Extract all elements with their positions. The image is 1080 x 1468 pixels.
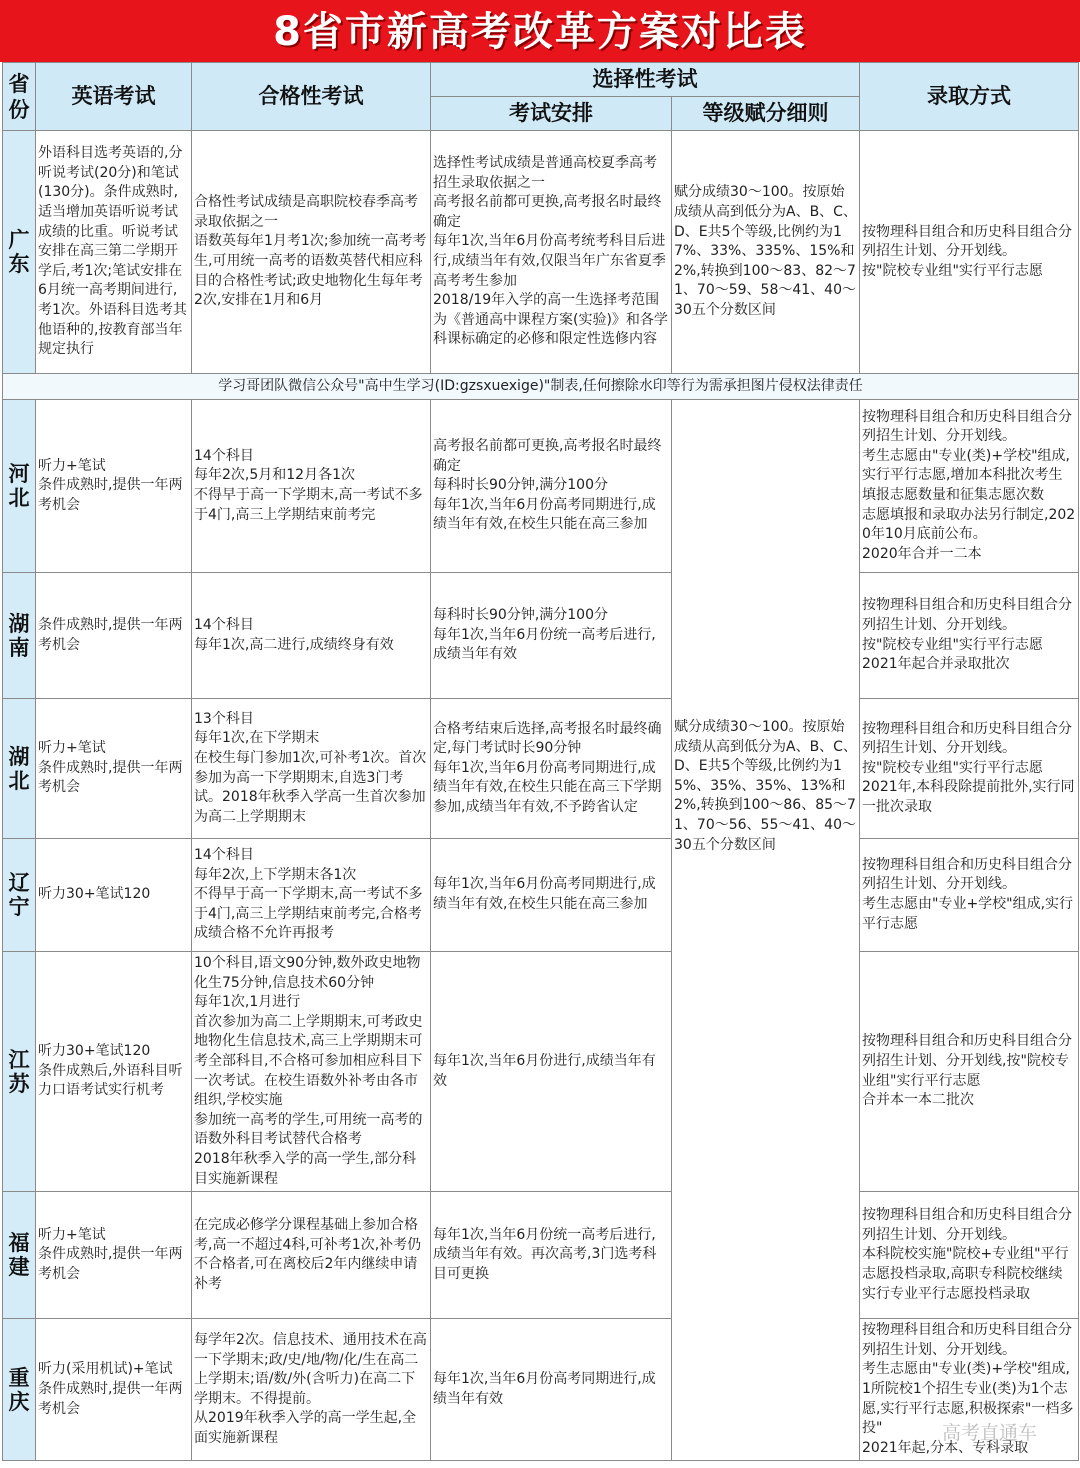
- english-cell: 听力(采用机试)+笔试 条件成熟时,提供一年两考机会: [36, 1319, 192, 1461]
- page-title: 8省市新高考改革方案对比表: [0, 0, 1080, 62]
- arrangement-cell: 高考报名前都可更换,高考报名时最终确定 每科时长90分钟,满分100分 每年1次,当年6月份高考同期进行,成绩当年有效,在校生只能在高三参加: [431, 400, 672, 573]
- admission-cell: 按物理科目组合和历史科目组合分列招生计划、分开划线。 考生志愿由"专业+学校"组成,实行平行志愿: [860, 839, 1079, 952]
- watermark: 高考直通车: [942, 1422, 1038, 1444]
- admission-cell: 按物理科目组合和历史科目组合分列招生计划、分开划线。 考生志愿由"专业(类)+学校"组成,1所院校1个招生专业(类)为1个志愿,实行平行志愿,积极探索"一档多投" 2021年起,分本、专科录取: [860, 1319, 1079, 1461]
- admission-cell: 按物理科目组合和历史科目组合分列招生计划、分开划线。 考生志愿由"专业(类)+学校"组成,实行平行志愿,增加本科批次考生填报志愿数量和征集志愿次数 志愿填报和录取办法另行制定,2020年10月底前公布。 2020年合并一二本: [860, 400, 1079, 573]
- english-cell: 外语科目选考英语的,分听说考试(20分)和笔试(130分)。条件成熟时,适当增加英语听说考试成绩的比重。听说考试安排在高三第二学期开学后,考1次;笔试安排在6月统一高考期间进行,考1次。外语科目选考其他语种的,按教育部当年规定执行: [36, 131, 192, 374]
- arrangement-cell: 每年1次,当年6月份统一高考后进行,成绩当年有效。再次高考,3门选考科目可更换: [431, 1192, 672, 1319]
- arrangement-cell: 合格考结束后选择,高考报名时最终确定,每门考试时长90分钟 每年1次,当年6月份高考同期进行,成绩当年有效,在校生只能在高三下学期参加,成绩当年有效,不予跨省认定: [431, 699, 672, 839]
- arrangement-cell: 每年1次,当年6月份高考同期进行,成绩当年有效: [431, 1319, 672, 1461]
- province-cell: 湖南: [3, 573, 36, 699]
- qualification-cell: 14个科目 每年2次,上下学期末各1次 不得早于高一下学期末,高一考试不多于4门,高三上学期结束前考完,合格考成绩合格不允许再报考: [192, 839, 431, 952]
- header-province: 省份: [3, 63, 36, 131]
- copyright-notice: 学习哥团队微信公众号"高中生学习(ID:gzsxuexige)"制表,任何擦除水印等行为需承担图片侵权法律责任: [3, 374, 1079, 400]
- qualification-cell: 13个科目 每年1次,在下学期末 在校生每门参加1次,可补考1次。首次参加为高一下学期期末,自选3门考试。2018年秋季入学高一生首次参加为高二上学期期末: [192, 699, 431, 839]
- qualification-cell: 合格性考试成绩是高职院校春季高考录取依据之一 语数英每年1月考1次;参加统一高考考生,可用统一高考的语数英替代相应科目的合格性考试;政史地物化生每年考2次,安排在1月和6月: [192, 131, 431, 374]
- header-arrangement: 考试安排: [431, 97, 672, 131]
- english-cell: 听力30+笔试120 条件成熟后,外语科目听力口语考试实行机考: [36, 952, 192, 1192]
- english-cell: 听力30+笔试120: [36, 839, 192, 952]
- province-cell: 广东: [3, 131, 36, 374]
- qualification-cell: 在完成必修学分课程基础上参加合格考,高一不超过4科,可补考1次,补考仍不合格者,可在离校后2年内继续申请补考: [192, 1192, 431, 1319]
- grading-cell: 赋分成绩30～100。按原始成绩从高到低分为A、B、C、D、E共5个等级,比例约为15%、35%、35%、13%和2%,转换到100～86、85～71、70～56、55～41、40～30五个分数区间: [672, 400, 860, 1461]
- province-cell: 福建: [3, 1192, 36, 1319]
- header-english: 英语考试: [36, 63, 192, 131]
- admission-cell: 按物理科目组合和历史科目组合分列招生计划、分开划线。 按"院校专业组"实行平行志愿: [860, 131, 1079, 374]
- arrangement-cell: 选择性考试成绩是普通高校夏季高考招生录取依据之一 高考报名前都可更换,高考报名时最终确定 每年1次,当年6月份高考统考科目后进行,成绩当年有效,仅限当年广东省夏季高考考生参加 2018/19年入学的高一生选择考范围为《普通高中课程方案(实验)》和各学科课标确定的必修和限定性选修内容: [431, 131, 672, 374]
- header-qualification: 合格性考试: [192, 63, 431, 131]
- admission-cell: 按物理科目组合和历史科目组合分列招生计划、分开划线。 按"院校专业组"实行平行志愿 2021年起合并录取批次: [860, 573, 1079, 699]
- qualification-cell: 10个科目,语文90分钟,数外政史地物化生75分钟,信息技术60分钟 每年1次,1月进行 首次参加为高二上学期期末,可考政史地物化生信息技术,高三上学期期末可考全部科目,不合格可参加相应科目下一次考试。在校生语数外补考由各市组织,学校实施 参加统一高考的学生,可用统一高考的语数外科目考试替代合格考 2018年秋季入学的高一学生,部分科目实施新课程: [192, 952, 431, 1192]
- comparison-table: [2, 62, 1079, 1461]
- arrangement-cell: 每科时长90分钟,满分100分 每年1次,当年6月份统一高考后进行,成绩当年有效: [431, 573, 672, 699]
- english-cell: 听力+笔试 条件成熟时,提供一年两考机会: [36, 699, 192, 839]
- province-cell: 重庆: [3, 1319, 36, 1461]
- english-cell: 听力+笔试 条件成熟时,提供一年两考机会: [36, 400, 192, 573]
- admission-cell: 按物理科目组合和历史科目组合分列招生计划、分开划线。 按"院校专业组"实行平行志愿 2021年,本科段除提前批外,实行同一批次录取: [860, 699, 1079, 839]
- arrangement-cell: 每年1次,当年6月份进行,成绩当年有效: [431, 952, 672, 1192]
- province-cell: 辽宁: [3, 839, 36, 952]
- header-grading: 等级赋分细则: [672, 97, 860, 131]
- province-cell: 河北: [3, 400, 36, 573]
- qualification-cell: 14个科目 每年2次,5月和12月各1次 不得早于高一下学期末,高一考试不多于4门,高三上学期结束前考完: [192, 400, 431, 573]
- admission-cell: 按物理科目组合和历史科目组合分列招生计划、分开划线,按"院校专业组"实行平行志愿 合并本一本二批次: [860, 952, 1079, 1192]
- qualification-cell: 每学年2次。信息技术、通用技术在高一下学期末;政/史/地/物/化/生在高二上学期末;语/数/外(含听力)在高二下学期末。不得提前。 从2019年秋季入学的高一学生起,全面实施新课程: [192, 1319, 431, 1461]
- qualification-cell: 14个科目 每年1次,高二进行,成绩终身有效: [192, 573, 431, 699]
- province-cell: 湖北: [3, 699, 36, 839]
- province-cell: 江苏: [3, 952, 36, 1192]
- header-selective: 选择性考试: [431, 63, 860, 97]
- grading-cell: 赋分成绩30～100。按原始成绩从高到低分为A、B、C、D、E共5个等级,比例约为17%、33%、335%、15%和2%,转换到100～83、82～71、70～59、58～41、40～30五个分数区间: [672, 131, 860, 374]
- admission-cell: 按物理科目组合和历史科目组合分列招生计划、分开划线。 本科院校实施"院校+专业组"平行志愿投档录取,高职专科院校继续实行专业平行志愿投档录取: [860, 1192, 1079, 1319]
- english-cell: 条件成熟时,提供一年两考机会: [36, 573, 192, 699]
- english-cell: 听力+笔试 条件成熟时,提供一年两考机会: [36, 1192, 192, 1319]
- header-admission: 录取方式: [860, 63, 1079, 131]
- arrangement-cell: 每年1次,当年6月份高考同期进行,成绩当年有效,在校生只能在高三参加: [431, 839, 672, 952]
